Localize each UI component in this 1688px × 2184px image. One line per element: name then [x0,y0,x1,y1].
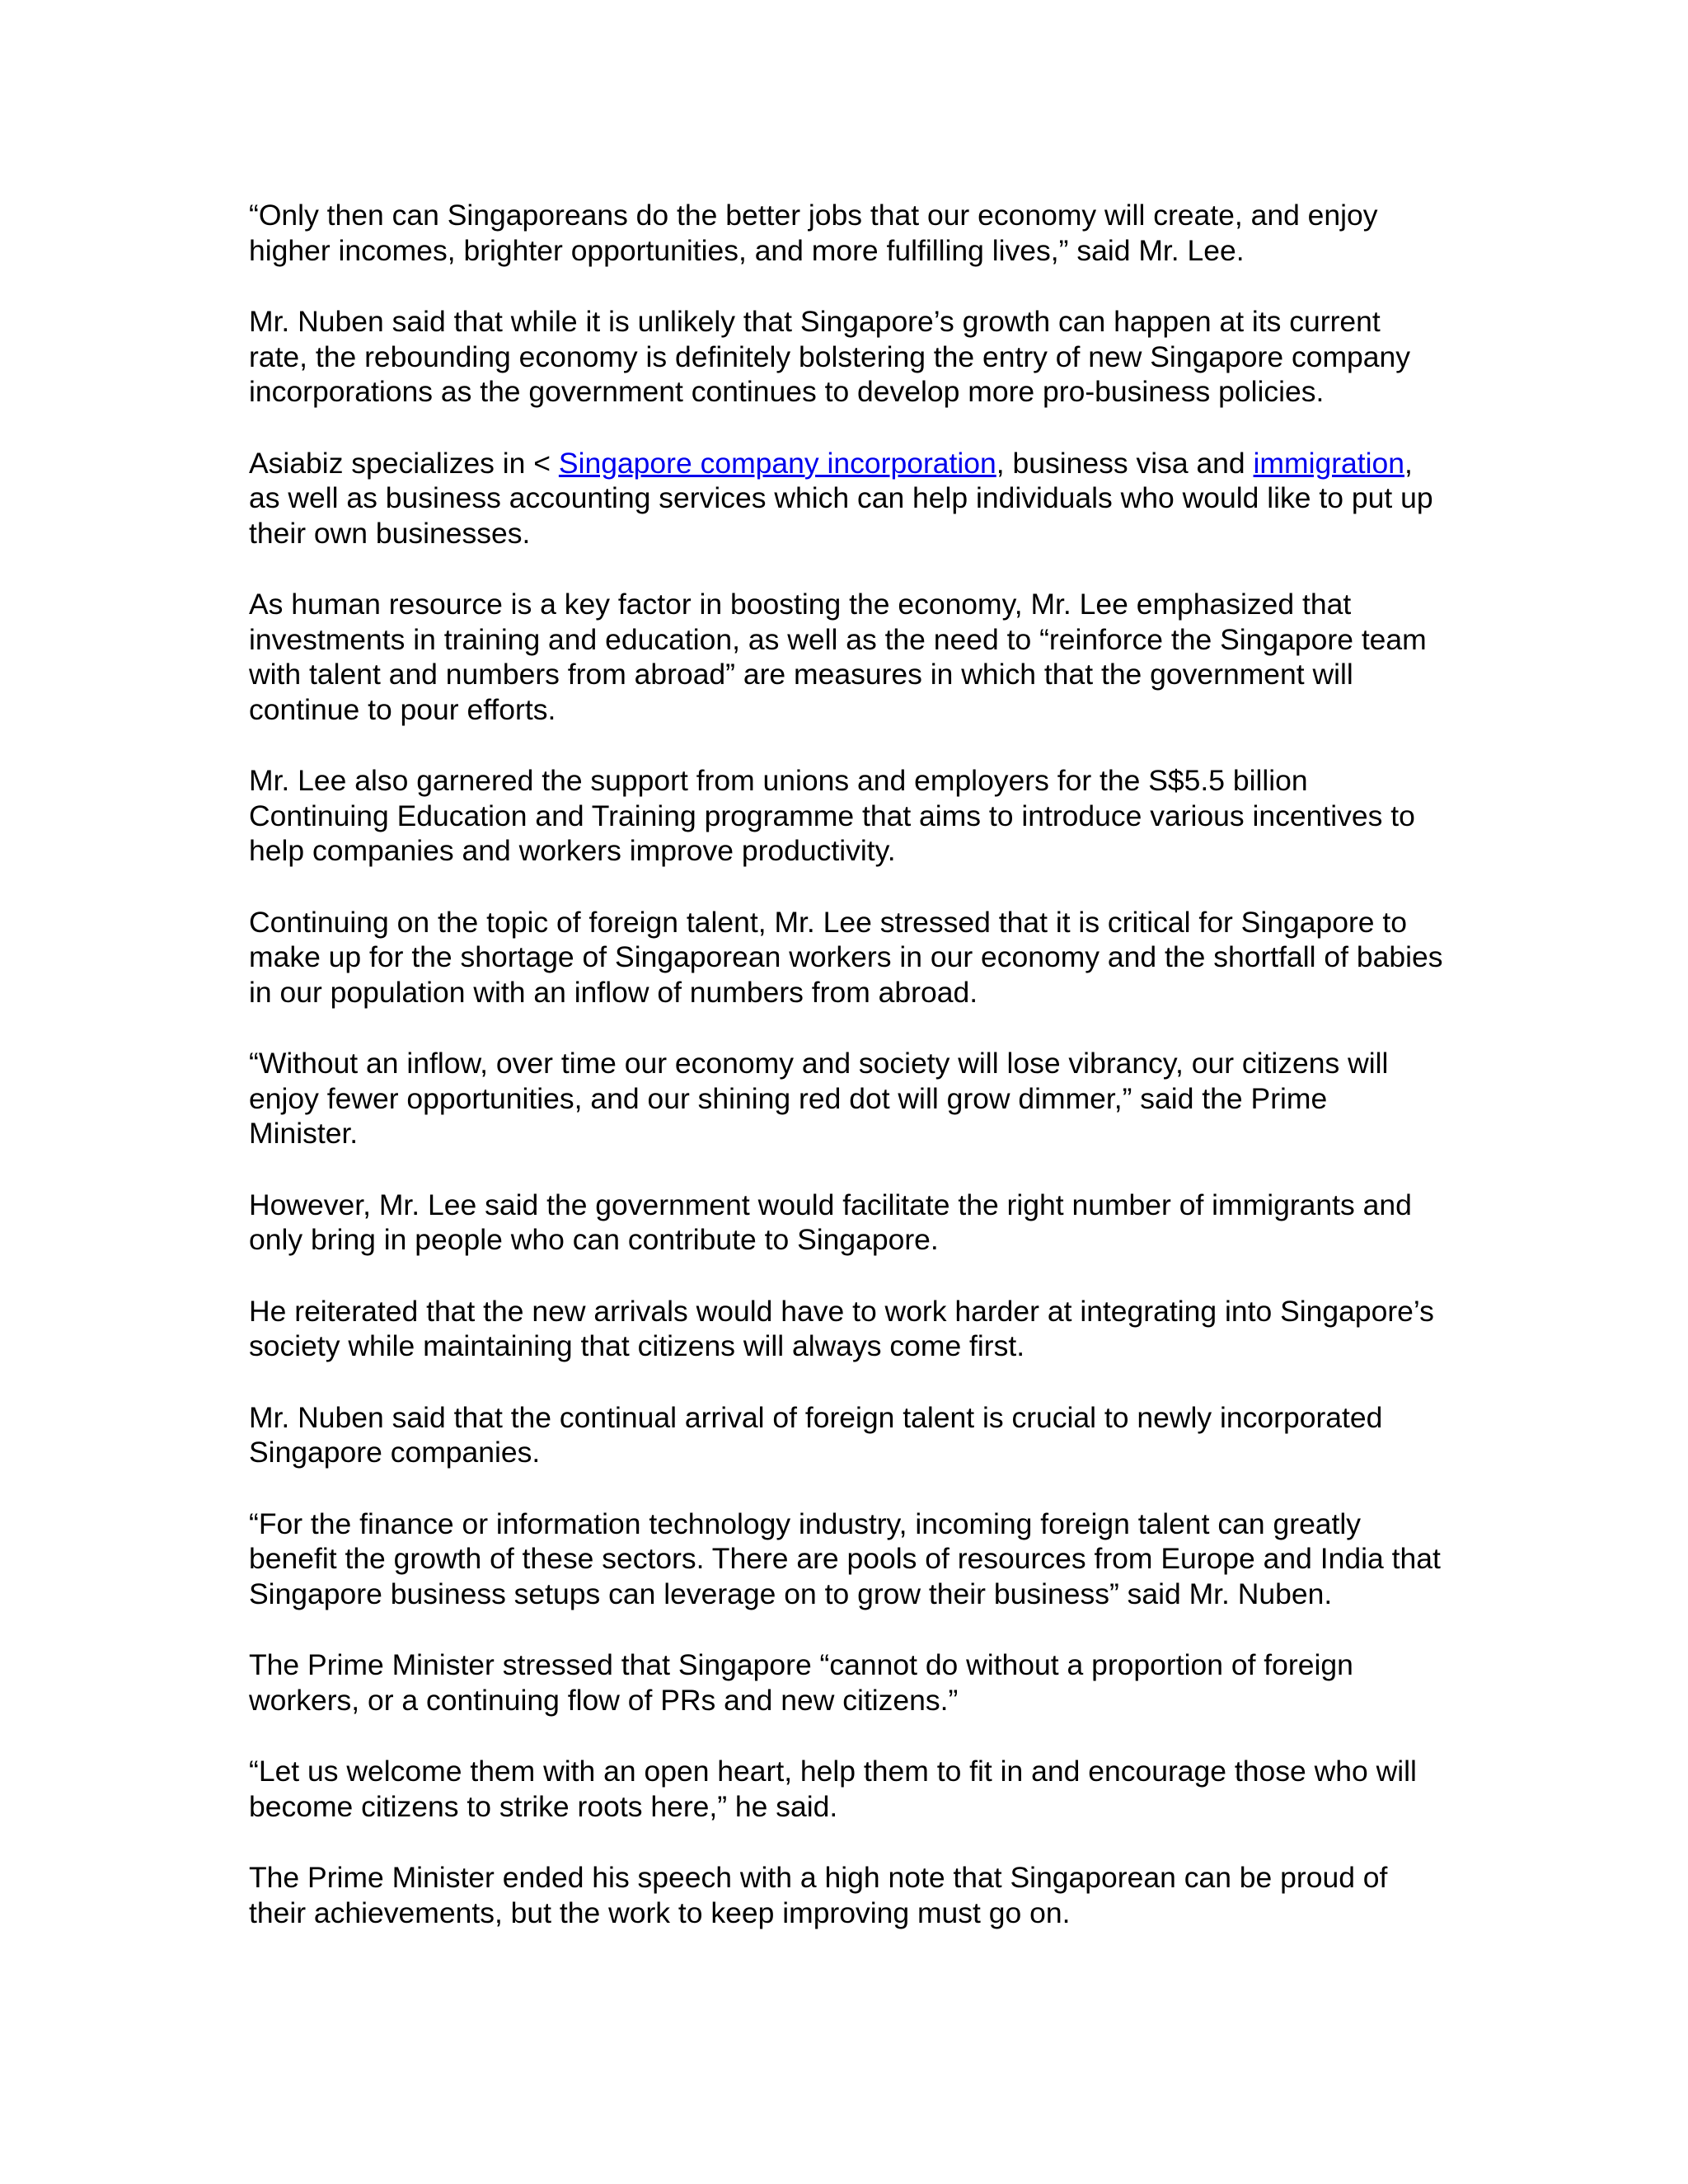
link-singapore-company-incorporation[interactable]: Singapore company incorporation [558,446,996,480]
article-body [249,198,1444,1966]
paragraph-text: , business visa and [996,446,1254,480]
paragraph-welcome-quote: “Let us welcome them with an open heart, help them to fit in and encourage those who will become citizens to strike roots here,” he said. [249,1755,1417,1823]
paragraph-nuben-growth: Mr. Nuben said that while it is unlikely that Singapore’s growth can happen at its current rate, the rebounding economy is definitely bolstering the entry of new Singapore company incorporations as the government continues to develop more pro-business policies. [249,305,1411,408]
paragraph-nuben-foreign-talent: Mr. Nuben said that the continual arrival of foreign talent is crucial to newly incorporated Singapore companies. [249,1400,1383,1469]
paragraph-text: , as well as business accounting services which can help individuals who would like to put up their own businesses. [249,446,1433,550]
paragraph-human-resource: As human resource is a key factor in boosting the economy, Mr. Lee emphasized that investments in training and education, as well as the need to “reinforce the Singapore team with talent and numbers from abroad” are measures in which that the government will continue to pour efforts. [249,588,1427,726]
paragraph-nuben-quote-industry: “For the finance or information technology industry, incoming foreign talent can greatly benefit the growth of these sectors. There are pools of resources from Europe and India that Singapore business setups can leverage on to grow their business” said Mr. Nuben. [249,1507,1441,1610]
paragraph-speech-ending: The Prime Minister ended his speech with a high note that Singaporean can be proud of their achievements, but the work to keep improving must go on. [249,1861,1388,1929]
paragraph-asiabiz-services [249,446,1444,551]
paragraph-text: Asiabiz specializes in < [249,446,559,480]
paragraph-right-number-immigrants: However, Mr. Lee said the government would facilitate the right number of immigrants and only bring in people who can contribute to Singapore. [249,1188,1412,1256]
paragraph-new-arrivals: He reiterated that the new arrivals would have to work harder at integrating into Singapore’s society while maintaining that citizens will always come first. [249,1294,1434,1362]
paragraph-lee-quote-jobs: “Only then can Singaporeans do the better jobs that our economy will create, and enjoy higher incomes, brighter opportunities, and more fulfilling lives,” said Mr. Lee. [249,199,1378,267]
paragraph-foreign-talent: Continuing on the topic of foreign talent, Mr. Lee stressed that it is critical for Singapore to make up for the shortage of Singaporean workers in our economy and the shortfall of babies in our population with an inflow of numbers from abroad. [249,905,1443,1009]
link-immigration[interactable]: immigration [1253,446,1405,480]
paragraph-inflow-quote: “Without an inflow, over time our economy and society will lose vibrancy, our citizens will enjoy fewer opportunities, and our shining red dot will grow dimmer,” said the Prime Minister. [249,1047,1389,1150]
paragraph-training-programme: Mr. Lee also garnered the support from unions and employers for the S$5.5 billion Continuing Education and Training programme that aims to introduce various incentives to help companies and workers improve productivity. [249,764,1415,867]
paragraph-pm-foreign-workers: The Prime Minister stressed that Singapore “cannot do without a proportion of foreign workers, or a continuing flow of PRs and new citizens.” [249,1648,1353,1717]
